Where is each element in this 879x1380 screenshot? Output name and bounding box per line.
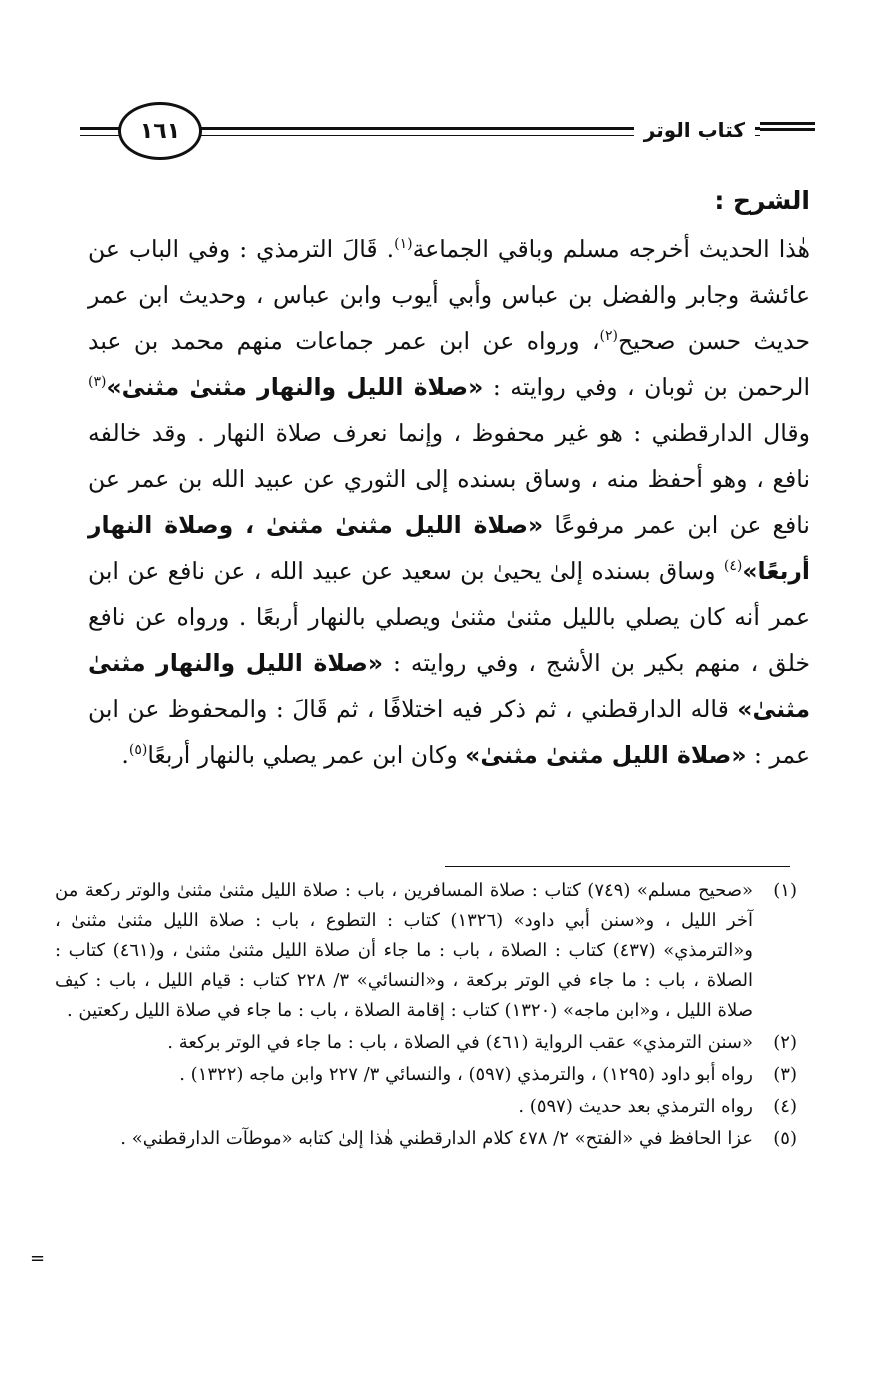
footnote-text: «صحيح مسلم» (٧٤٩) كتاب : صلاة المسافرين ، باب : صلاة الليل مثنىٰ مثنىٰ والوتر ركعة من آخر الليل ، و«سنن أبي داود» (١٣٢٦) كتاب : التطوع ، باب : صلاة الليل مثنىٰ مثنىٰ ، و«الترمذي» (٤٣٧) كتاب : الصلاة ، باب : ما جاء أن صلاة الليل مثنىٰ مثنىٰ ، و(٤٦١) كتاب : الصلاة ، باب : ما جاء في الوتر بركعة ، و«النسائي» ٣/ ٢٢٨ كتاب : قيام الليل ، باب : كيف صلاة الليل ، و«ابن ماجه» (١٣٢٠) كتاب : إقامة الصلاة ، باب : ما جاء في صلاة الليل ركعتين . — [55, 880, 754, 1021]
footnote-text: «سنن الترمذي» عقب الرواية (٤٦١) في الصلاة ، باب : ما جاء في الوتر بركعة . — [167, 1032, 753, 1053]
footnote-ref[interactable]: (٤) — [723, 558, 743, 575]
main-text — [88, 178, 810, 778]
text-run: وكان ابن عمر يصلي بالنهار أربعًا — [147, 741, 466, 769]
footnote-item — [55, 1092, 797, 1122]
hadith-quote: «صلاة الليل مثنىٰ مثنىٰ» — [465, 741, 747, 769]
footnote-ref[interactable]: (٥) — [128, 742, 148, 759]
continuation-mark: = — [30, 1248, 46, 1269]
text-run: قاله الدارقطني ، ثم ذكر فيه اختلافًا ، ثم قَالَ : والمحفوظ عن ابن عمر : — [88, 695, 810, 769]
footnote-number: (٥) — [773, 1128, 797, 1149]
footnotes — [55, 876, 797, 1156]
footnote-number: (٤) — [773, 1096, 797, 1117]
footnote-text: عزا الحافظ في «الفتح» ٢/ ٤٧٨ كلام الدارقطني هٰذا إلىٰ كتابه «موطآت الدارقطني» . — [120, 1128, 753, 1149]
footnote-text: رواه الترمذي بعد حديث (٥٩٧) . — [518, 1096, 753, 1117]
footnote-divider — [445, 866, 790, 867]
text-run: . — [121, 741, 129, 769]
page-header — [80, 100, 815, 160]
footnote-item — [55, 1060, 797, 1090]
text-run: ، ورواه عن ابن عمر جماعات منهم محمد بن عبد الرحمن بن ثوبان ، وفي روايته : — [88, 327, 810, 401]
text-run: وساق بسنده إلىٰ يحيىٰ بن سعيد عن عبيد الله ، عن نافع عن ابن عمر أنه كان يصلي بالليل مثنىٰ مثنىٰ ويصلي بالنهار أربعًا . ورواه عن نافع خلق ، منهم بكير بن الأشج ، وفي روايته : — [88, 557, 811, 677]
commentary-paragraph — [88, 226, 810, 778]
footnote-number: (١) — [773, 880, 797, 901]
footnote-text: رواه أبو داود (١٢٩٥) ، والترمذي (٥٩٧) ، والنسائي ٣/ ٢٢٧ وابن ماجه (١٣٢٢) . — [179, 1064, 753, 1085]
hadith-quote: «صلاة الليل مثنىٰ مثنىٰ ، وصلاة النهار أربعًا» — [88, 511, 810, 585]
footnote-ref[interactable]: (١) — [394, 236, 413, 253]
text-run: . قَالَ الترمذي : وفي الباب عن عائشة وجابر والفضل بن عباس وأبي أيوب وابن عباس ، وحديث ابن عمر حديث حسن صحيح — [88, 235, 810, 355]
footnote-item — [55, 1028, 797, 1058]
text-run: وقال الدارقطني : هو غير محفوظ ، وإنما نعرف صلاة النهار . وقد خالفه نافع ، وهو أحفظ منه ، وساق بسنده إلى الثوري عن عبيد الله بن عمر عن نافع عن ابن عمر مرفوعًا — [88, 419, 810, 539]
footnote-ref[interactable]: (٢) — [599, 328, 619, 345]
title-ornament — [760, 122, 815, 136]
footnote-ref[interactable]: (٣) — [88, 374, 107, 391]
footnote-number: (٣) — [773, 1064, 797, 1085]
footnote-item — [55, 1124, 797, 1154]
text-run: هٰذا الحديث أخرجه مسلم وباقي الجماعة — [412, 235, 810, 263]
running-title: كتاب الوتر — [634, 118, 755, 142]
section-heading: الشرح : — [714, 186, 810, 215]
page-number: ١٦١ — [118, 102, 202, 160]
footnote-item — [55, 876, 797, 1026]
footnote-number: (٢) — [773, 1032, 797, 1053]
hadith-quote: «صلاة الليل والنهار مثنىٰ مثنىٰ» — [88, 649, 810, 723]
hadith-quote: «صلاة الليل والنهار مثنىٰ مثنىٰ» — [106, 373, 484, 401]
